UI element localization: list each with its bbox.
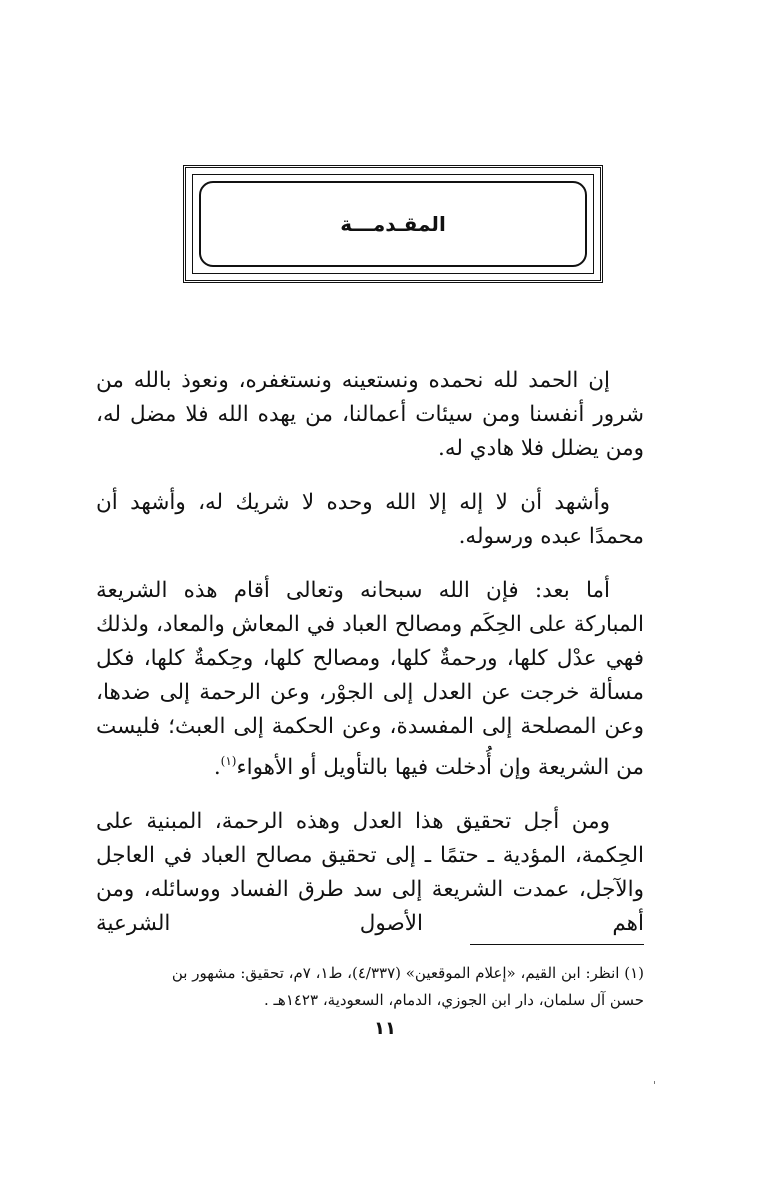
title-frame <box>183 165 603 283</box>
footnote-separator <box>470 944 644 945</box>
title-frame-inner <box>199 181 587 267</box>
paragraph-amma-bad <box>96 574 644 785</box>
footnote <box>96 960 644 1014</box>
paragraph-shahada: وأشهد أن لا إله إلا الله وحده لا شريك له، وأشهد أن محمدًا عبده ورسوله. <box>96 490 644 549</box>
page-number: ١١ <box>374 1018 396 1039</box>
title-frame-border <box>192 174 594 274</box>
paragraph-opening: إن الحمد لله نحمده ونستعينه ونستغفره، ونعوذ بالله من شرور أنفسنا ومن سيئات أعمالنا، من يهده الله فلا مضل له، ومن يضلل فلا هادي له. <box>96 368 644 461</box>
chapter-title: المقـدمـــة <box>340 212 446 236</box>
main-text <box>96 364 644 961</box>
paragraph-justice: ومن أجل تحقيق هذا العدل وهذه الرحمة، المبنية على الحِكمة، المؤدية ـ حتمًا ـ إلى تحقيق مصالح العباد في العاجل والآجل، عمدت الشريعة إلى سد طرق الفساد ووسائله، ومن أهم الأصول الشرعية <box>96 809 644 936</box>
paragraph-end-mark: . <box>213 755 221 780</box>
footnote-reference[interactable]: (١) <box>220 754 237 768</box>
footnote-line-1: (١) انظر: ابن القيم، «إعلام الموقعين» (٤/٣٣٧)، ط١، ٧م، تحقيق: مشهور بن <box>171 964 644 982</box>
paragraph-amma-bad-text: أما بعد: فإن الله سبحانه وتعالى أقام هذه الشريعة المباركة على الحِكَم ومصالح العباد في المعاش والمعاد، ولذلك فهي عدْل كلها، ورحمةٌ كلها، ومصالح كلها، وحِكمةٌ كلها، فكل مسألة خرجت عن العدل إلى الجوْر، وعن الرحمة إلى ضدها، وعن المصلحة إلى المفسدة، وعن الحكمة إلى العبث؛ فليست من الشريعة وإن أُدخلت فيها بالتأويل أو الأهواء <box>96 578 644 780</box>
scan-speck <box>654 1081 655 1084</box>
footnote-line-2: حسن آل سلمان، دار ابن الجوزي، الدمام، السعودية، ١٤٢٣هـ . <box>263 991 644 1009</box>
